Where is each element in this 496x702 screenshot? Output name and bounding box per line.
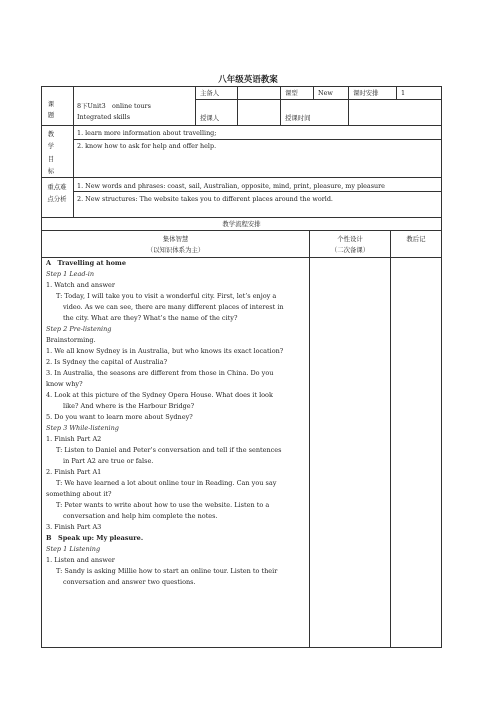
- keypoints-label-cell: [41, 177, 74, 218]
- body-line: like? And where is the Harbour Bridge?: [63, 402, 195, 410]
- col3-body-cell: [390, 257, 442, 648]
- section-b-heading: B Speak up: My pleasure.: [46, 534, 144, 542]
- preparer-value-cell: [237, 86, 281, 100]
- subject-label: 课题: [47, 100, 55, 119]
- section-text: Integrated skills: [77, 113, 130, 121]
- body-line: T: We have learned a lot about online tour in Reading. Can you say: [56, 479, 277, 487]
- teacher-label: 授课人: [200, 114, 220, 122]
- body-line: conversation and help him complete the notes.: [63, 512, 218, 520]
- hours-label: 课时安排: [353, 89, 379, 97]
- col2-subtitle: （二次备课）: [330, 246, 370, 254]
- keypoints-label: 重点难点分析: [47, 183, 67, 203]
- body-line: something about it?: [46, 490, 112, 498]
- step-heading: Step 3 While-listening: [46, 424, 119, 432]
- col1-subtitle: （以知识体系为主）: [146, 246, 205, 254]
- col2-body-cell: [309, 257, 391, 648]
- body-line: T: Peter wants to write about how to use the website. Listen to a: [56, 501, 270, 509]
- body-line: 1. Watch and answer: [46, 281, 115, 289]
- col1-title: 集体智慧: [162, 235, 189, 243]
- col3-title: 教后记: [406, 235, 426, 243]
- hours-value-cell: [396, 86, 442, 100]
- teacher-label-cell: [195, 99, 238, 126]
- subject-label-cell: [41, 86, 74, 126]
- body-line: Brainstorming.: [46, 336, 96, 344]
- body-line: T: Listen to Daniel and Peter’s conversation and tell if the sentences: [56, 446, 282, 454]
- process-header: 教学流程安排: [222, 220, 261, 228]
- body-line: 1. Listen and answer: [46, 556, 115, 564]
- col1-header-cell: [41, 230, 310, 258]
- keypoint-item-1: 1. New words and phrases: coast, sail, Australian, opposite, mind, print, pleasure, my pleasure: [77, 182, 385, 190]
- body-line: T: Today, I will take you to visit a wonderful city. First, let’s enjoy a: [56, 292, 277, 300]
- date-label-cell: [280, 99, 349, 126]
- body-line: T: Sandy is asking Millie how to start an online tour. Listen to their: [56, 567, 278, 575]
- lesson-type-label: 课型: [285, 89, 298, 97]
- lesson-type-label-cell: [280, 86, 314, 100]
- teacher-value-cell: [237, 99, 281, 126]
- keypoints-content-cell: [73, 177, 442, 218]
- col2-header-cell: [309, 230, 391, 258]
- hours-label-cell: [348, 86, 397, 100]
- objectives-divider: [74, 139, 441, 140]
- hours-value: 1: [401, 89, 406, 97]
- step-heading: Step 2 Pre-listening: [46, 325, 112, 333]
- body-line: 1. We all know Sydney is in Australia, but who knows its exact location?: [46, 347, 284, 355]
- col2-title: 个性设计: [337, 235, 363, 243]
- body-line: video. As we can see, there are many different places of interest in: [63, 303, 284, 311]
- unit-text: 8下Unit3 online tours: [77, 102, 151, 110]
- body-line: in Part A2 are true or false.: [63, 457, 154, 465]
- body-line: conversation and answer two questions.: [63, 578, 196, 586]
- keypoint-item-2: 2. New structures: The website takes you to different places around the world.: [77, 195, 333, 203]
- body-line: 2. Is Sydney the capital of Australia?: [46, 358, 168, 366]
- document-title: 八年级英语教案: [218, 75, 278, 85]
- body-line: 3. In Australia, the seasons are different from those in China. Do you: [46, 369, 274, 377]
- objective-item-1: 1. learn more information about travelling;: [77, 129, 217, 137]
- body-line: 4. Look at this picture of the Sydney Opera House. What does it look: [46, 391, 273, 399]
- preparer-label: 主备人: [200, 89, 220, 97]
- preparer-label-cell: [195, 86, 238, 100]
- objective-item-2: 2. know how to ask for help and offer help.: [77, 142, 217, 150]
- objectives-label: 教学目标: [47, 130, 55, 175]
- objectives-content-cell: [73, 125, 442, 178]
- process-header-cell: [41, 217, 442, 231]
- body-line: 3. Finish Part A3: [46, 523, 102, 531]
- keypoints-divider: [74, 191, 441, 192]
- step-heading: Step 1 Lead-in: [46, 270, 95, 278]
- lesson-type-value: New: [318, 89, 333, 97]
- body-line: know why?: [46, 380, 83, 388]
- lesson-type-value-cell: [313, 86, 349, 100]
- body-line: the city. What are they? What’s the name of the city?: [63, 314, 238, 322]
- body-line: 5. Do you want to learn more about Sydney?: [46, 413, 193, 421]
- body-line: 2. Finish Part A1: [46, 468, 102, 476]
- objectives-label-cell: [41, 125, 74, 178]
- date-label: 授课时间: [285, 114, 311, 122]
- step-heading: Step 1 Listening: [46, 545, 101, 553]
- date-value-cell: [348, 99, 442, 126]
- unit-cell: [73, 86, 196, 126]
- body-line: 1. Finish Part A2: [46, 435, 102, 443]
- section-a-heading: A Travelling at home: [46, 259, 126, 267]
- col3-header-cell: [390, 230, 442, 258]
